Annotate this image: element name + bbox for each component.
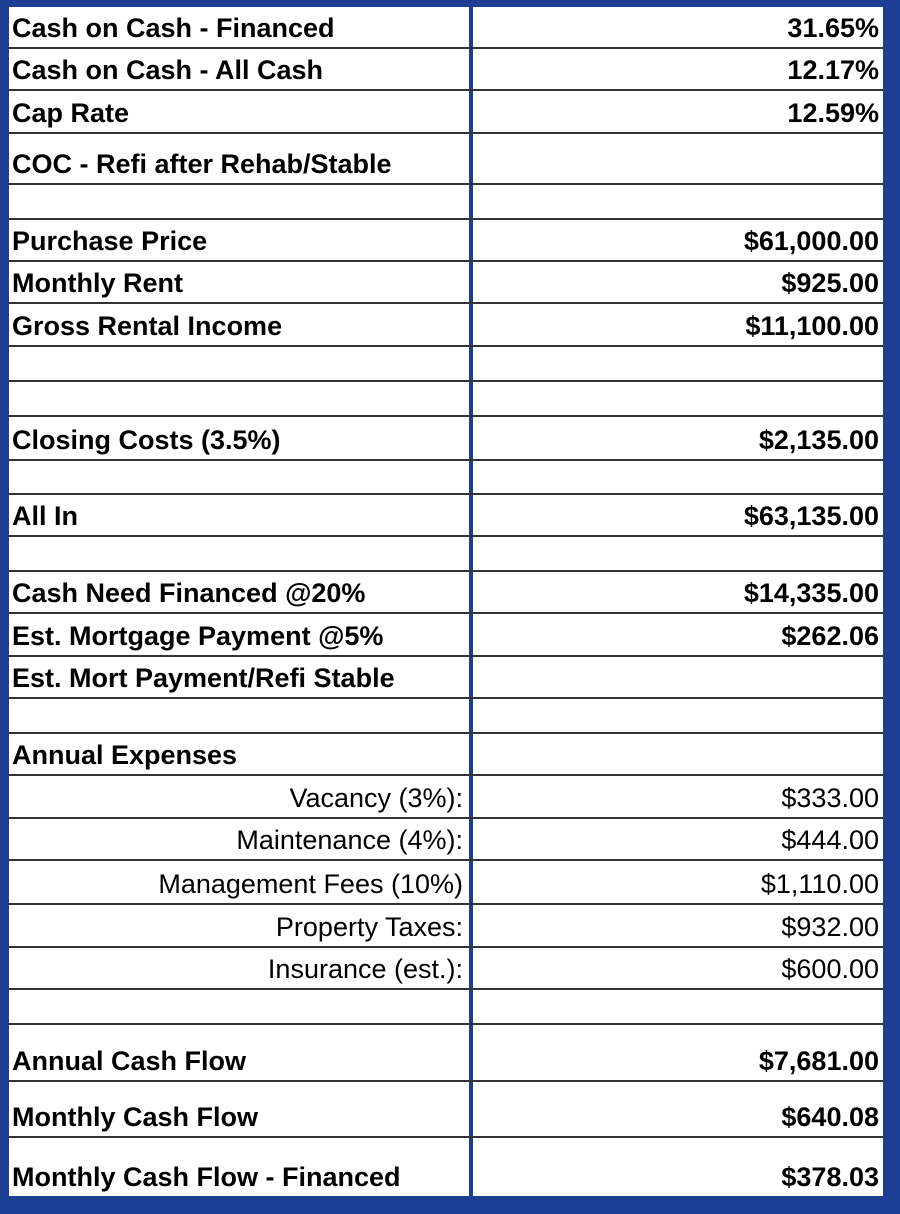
- row-vacancy[interactable]: [9, 776, 883, 819]
- row-label: Monthly Cash Flow: [12, 1102, 258, 1132]
- row-label: Cash on Cash - All Cash: [12, 55, 324, 85]
- row-monthly-cash-flow[interactable]: [9, 1082, 883, 1138]
- row-maintenance[interactable]: [9, 819, 883, 861]
- row-label: All In: [12, 501, 78, 531]
- row-label: Management Fees (10%): [158, 869, 463, 899]
- row-cap-rate[interactable]: [9, 91, 883, 134]
- row-label: Cash Need Financed @20%: [12, 578, 366, 608]
- row-value: $14,335.00: [743, 578, 879, 608]
- row-value: $378.03: [781, 1162, 879, 1192]
- row-label: Cap Rate: [12, 98, 130, 128]
- row-property-taxes[interactable]: [9, 905, 883, 948]
- row-label: Property Taxes:: [275, 912, 463, 942]
- row-value: $63,135.00: [743, 501, 879, 531]
- row-label: Est. Mortgage Payment @5%: [12, 621, 384, 651]
- row-closing-costs[interactable]: [9, 417, 883, 461]
- row-empty[interactable]: [9, 382, 883, 417]
- row-cash-need-financed[interactable]: [9, 572, 883, 614]
- row-value: $333.00: [781, 783, 879, 813]
- row-est-mort-payment-refi[interactable]: [9, 657, 883, 699]
- row-value: $61,000.00: [743, 226, 879, 256]
- row-value: 31.65%: [787, 13, 879, 43]
- spreadsheet: [9, 7, 883, 1196]
- row-gross-rental-income[interactable]: [9, 304, 883, 347]
- row-empty[interactable]: [9, 185, 883, 220]
- row-management-fees[interactable]: [9, 861, 883, 905]
- row-label: COC - Refi after Rehab/Stable: [12, 149, 392, 179]
- row-value: 12.59%: [787, 98, 879, 128]
- row-empty[interactable]: [9, 347, 883, 382]
- row-label: Annual Expenses: [12, 740, 238, 770]
- row-label: Vacancy (3%):: [289, 783, 463, 813]
- row-label: Est. Mort Payment/Refi Stable: [12, 663, 395, 693]
- row-monthly-rent[interactable]: [9, 262, 883, 304]
- row-label: Monthly Cash Flow - Financed: [12, 1162, 401, 1192]
- row-cash-on-cash-all-cash[interactable]: [9, 49, 883, 91]
- row-label: Insurance (est.):: [267, 954, 463, 984]
- row-annual-expenses-header[interactable]: [9, 734, 883, 776]
- row-value: $2,135.00: [758, 425, 879, 455]
- row-value: $11,100.00: [745, 311, 879, 341]
- row-label: Cash on Cash - Financed: [12, 13, 335, 43]
- row-value: $1,110.00: [760, 869, 879, 899]
- row-label: Purchase Price: [12, 226, 208, 256]
- row-label: Closing Costs (3.5%): [12, 425, 281, 455]
- row-value: $262.06: [781, 621, 879, 651]
- row-cash-on-cash-financed[interactable]: [9, 7, 883, 49]
- row-label: Monthly Rent: [12, 268, 183, 298]
- row-empty[interactable]: [9, 461, 883, 495]
- row-label: Annual Cash Flow: [12, 1046, 247, 1076]
- row-purchase-price[interactable]: [9, 220, 883, 262]
- row-value: $925.00: [781, 268, 879, 298]
- row-value: $932.00: [781, 912, 879, 942]
- row-label: Maintenance (4%):: [236, 825, 463, 855]
- row-label: Gross Rental Income: [12, 311, 283, 341]
- row-value: $600.00: [781, 954, 879, 984]
- row-value: 12.17%: [787, 55, 879, 85]
- row-empty[interactable]: [9, 537, 883, 572]
- row-value: $640.08: [781, 1102, 879, 1132]
- row-est-mortgage-payment[interactable]: [9, 614, 883, 657]
- row-monthly-cash-flow-financed[interactable]: [9, 1138, 883, 1196]
- row-insurance[interactable]: [9, 948, 883, 990]
- row-empty[interactable]: [9, 990, 883, 1025]
- row-value: $444.00: [781, 825, 879, 855]
- row-empty[interactable]: [9, 699, 883, 734]
- row-value: $7,681.00: [758, 1046, 879, 1076]
- row-all-in[interactable]: [9, 495, 883, 537]
- row-annual-cash-flow[interactable]: [9, 1025, 883, 1082]
- row-coc-refi[interactable]: [9, 134, 883, 185]
